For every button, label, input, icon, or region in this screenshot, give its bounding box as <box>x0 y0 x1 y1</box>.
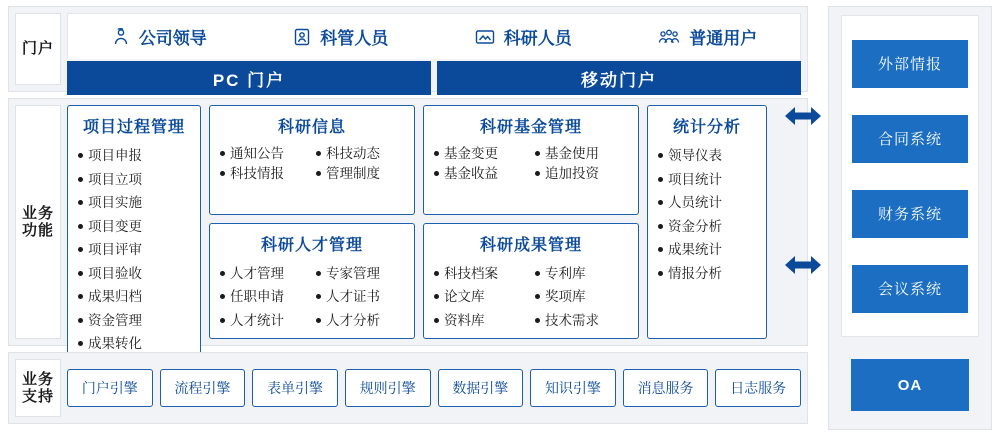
card-statistics-items <box>654 144 760 285</box>
manager-icon <box>292 27 312 47</box>
list-item-label: 人才统计 <box>230 312 284 328</box>
portal-band <box>8 6 808 92</box>
portal-band-label-text: 门户 <box>21 40 54 58</box>
card-talent-management-title: 科研人才管理 <box>260 236 363 254</box>
bullet-icon <box>220 271 225 276</box>
list-item[interactable] <box>312 144 408 164</box>
bullet-icon <box>658 247 663 252</box>
role-leader[interactable] <box>111 24 207 49</box>
list-item[interactable] <box>312 309 408 333</box>
list-item-label: 通知公告 <box>230 146 284 161</box>
list-item[interactable] <box>312 164 408 184</box>
list-item[interactable] <box>430 262 531 286</box>
list-item[interactable] <box>312 285 408 309</box>
list-item-label: 任职申请 <box>230 289 284 304</box>
external-systems-column <box>828 6 992 430</box>
list-item[interactable] <box>430 309 531 333</box>
bullet-icon <box>316 318 321 323</box>
card-project-process[interactable] <box>67 105 201 363</box>
support-chip-form-engine[interactable] <box>252 369 338 407</box>
bullet-icon <box>658 271 663 276</box>
portal-tab-mobile-label: 移动门户 <box>581 70 657 90</box>
list-item-label: 追加投资 <box>545 165 599 181</box>
list-item[interactable] <box>531 262 632 286</box>
list-item[interactable] <box>654 262 760 286</box>
list-item-label: 论文库 <box>444 289 485 304</box>
researcher-icon <box>474 27 496 47</box>
card-project-process-items <box>74 144 194 356</box>
list-item-label: 情报分析 <box>668 265 722 281</box>
bidirectional-arrow-icon-top <box>784 104 822 128</box>
external-system-label: 外部情报 <box>877 56 942 73</box>
list-item[interactable] <box>531 285 632 309</box>
support-chip-label: 消息服务 <box>637 380 694 396</box>
card-statistics-title: 统计分析 <box>672 119 741 136</box>
bullet-icon <box>220 171 225 176</box>
list-item-label: 资金管理 <box>88 312 142 328</box>
bullet-icon <box>78 341 83 346</box>
external-system-finance[interactable] <box>852 190 968 238</box>
card-fund-management[interactable] <box>423 105 639 215</box>
list-item-label: 项目统计 <box>668 171 722 187</box>
external-system-label: 合同系统 <box>877 131 942 148</box>
card-fund-management-items <box>430 144 632 183</box>
list-item[interactable] <box>216 309 312 333</box>
list-item[interactable] <box>430 164 531 184</box>
support-chip-label: 知识引擎 <box>544 380 601 396</box>
list-item[interactable] <box>74 262 194 286</box>
list-item[interactable] <box>312 262 408 286</box>
list-item-label: 项目立项 <box>88 171 142 187</box>
portal-band-label <box>15 13 61 85</box>
bullet-icon <box>316 171 321 176</box>
list-item-label: 项目验收 <box>88 265 142 281</box>
function-grid <box>67 105 801 351</box>
bullet-icon <box>78 224 83 229</box>
support-chip-label: 日志服务 <box>730 380 787 396</box>
list-item-label: 科技情报 <box>230 165 284 181</box>
bullet-icon <box>535 318 540 323</box>
list-item-label: 项目申报 <box>88 148 142 163</box>
list-item[interactable] <box>216 164 312 184</box>
list-item[interactable] <box>74 215 194 239</box>
external-system-meeting[interactable] <box>852 265 968 313</box>
function-band <box>8 98 808 351</box>
bullet-icon <box>658 153 663 158</box>
support-chip-portal-engine[interactable] <box>67 369 153 407</box>
bullet-icon <box>535 294 540 299</box>
list-item[interactable] <box>74 285 194 309</box>
list-item-label: 基金使用 <box>545 146 599 161</box>
bullet-icon <box>434 271 439 276</box>
bullet-icon <box>78 271 83 276</box>
list-item[interactable] <box>430 285 531 309</box>
bullet-icon <box>78 318 83 323</box>
card-talent-management-items <box>216 262 408 333</box>
list-item-label: 项目实施 <box>88 195 142 210</box>
bullet-icon <box>78 153 83 158</box>
external-systems-box <box>841 15 979 337</box>
list-item[interactable] <box>531 144 632 164</box>
list-item-label: 成果统计 <box>668 242 722 257</box>
bullet-icon <box>220 318 225 323</box>
external-system-label: 会议系统 <box>877 281 942 298</box>
bullet-icon <box>535 271 540 276</box>
list-item-label: 基金变更 <box>444 146 498 161</box>
list-item[interactable] <box>654 238 760 262</box>
bullet-icon <box>78 247 83 252</box>
card-research-info-items <box>216 144 408 183</box>
list-item[interactable] <box>216 285 312 309</box>
card-achievement-management-title: 科研成果管理 <box>479 236 582 254</box>
portal-tab-mobile[interactable] <box>437 61 801 95</box>
role-manager[interactable] <box>292 24 388 49</box>
card-achievement-management[interactable] <box>423 223 639 340</box>
bullet-icon <box>434 294 439 299</box>
function-column-2 <box>209 105 415 339</box>
list-item[interactable] <box>654 144 760 168</box>
bullet-icon <box>78 177 83 182</box>
bullet-icon <box>535 171 540 176</box>
list-item-label: 基金收益 <box>444 165 498 181</box>
bullet-icon <box>434 318 439 323</box>
role-user-label: 普通用户 <box>689 29 758 48</box>
list-item[interactable] <box>216 262 312 286</box>
leader-icon <box>111 27 131 47</box>
list-item[interactable] <box>74 238 194 262</box>
external-system-oa[interactable] <box>851 359 969 411</box>
support-chip-label: 规则引擎 <box>359 380 416 396</box>
list-item[interactable] <box>74 144 194 168</box>
list-item-label: 专家管理 <box>326 265 380 281</box>
role-user[interactable] <box>657 24 757 49</box>
external-system-contract[interactable] <box>852 115 968 163</box>
support-chip-label: 流程引擎 <box>174 380 231 396</box>
list-item-label: 技术需求 <box>545 312 599 328</box>
list-item-label: 管理制度 <box>326 165 380 181</box>
support-chip-knowledge-engine[interactable] <box>530 369 616 407</box>
function-band-label-text: 业务功能 <box>21 204 54 239</box>
bullet-icon <box>78 294 83 299</box>
list-item[interactable] <box>654 168 760 192</box>
support-chip-label: 数据引擎 <box>452 380 509 396</box>
function-column-3 <box>423 105 639 339</box>
user-group-icon <box>657 27 681 47</box>
support-band-label-text: 业务支持 <box>21 370 54 405</box>
portal-tab-pc[interactable] <box>67 61 431 95</box>
support-chip-process-engine[interactable] <box>160 369 246 407</box>
bullet-icon <box>78 200 83 205</box>
list-item[interactable] <box>531 309 632 333</box>
bullet-icon <box>658 224 663 229</box>
function-column-4 <box>647 105 767 339</box>
list-item-label: 项目评审 <box>88 242 142 257</box>
portal-band-body <box>67 13 801 90</box>
bullet-icon <box>535 151 540 156</box>
list-item[interactable] <box>74 168 194 192</box>
card-talent-management[interactable] <box>209 223 415 340</box>
portal-tab-row <box>67 61 801 95</box>
list-item-label: 专利库 <box>545 265 586 281</box>
support-chip-data-engine[interactable] <box>438 369 524 407</box>
list-item-label: 科技动态 <box>326 146 380 161</box>
list-item-label: 人才管理 <box>230 265 284 281</box>
role-leader-label: 公司领导 <box>138 29 207 48</box>
list-item-label: 资料库 <box>444 312 485 328</box>
portal-tab-pc-label: PC 门户 <box>212 70 286 90</box>
list-item[interactable] <box>654 191 760 215</box>
role-researcher[interactable] <box>474 24 572 49</box>
external-system-label: 财务系统 <box>877 206 942 223</box>
list-item-label: 科技档案 <box>444 265 498 281</box>
function-column-1 <box>67 105 201 351</box>
bullet-icon <box>434 151 439 156</box>
external-system-intelligence[interactable] <box>852 40 968 88</box>
list-item-label: 领导仪表 <box>668 148 722 163</box>
role-manager-label: 科管人员 <box>320 29 389 48</box>
bullet-icon <box>220 294 225 299</box>
external-system-oa-label: OA <box>897 376 923 394</box>
list-item-label: 人才证书 <box>326 289 380 304</box>
bullet-icon <box>658 200 663 205</box>
support-chip-label: 门户引擎 <box>81 380 138 396</box>
support-band-body <box>67 359 801 417</box>
list-item[interactable] <box>531 164 632 184</box>
support-band <box>8 352 808 424</box>
list-item-label: 成果转化 <box>88 336 142 351</box>
support-chip-row <box>67 359 801 417</box>
list-item[interactable] <box>74 191 194 215</box>
card-research-info-title: 科研信息 <box>277 119 346 136</box>
card-fund-management-title: 科研基金管理 <box>479 119 582 136</box>
list-item-label: 资金分析 <box>668 218 722 234</box>
role-researcher-label: 科研人员 <box>503 29 572 48</box>
support-band-label <box>15 359 61 417</box>
bidirectional-arrow-icon-bottom <box>784 253 822 277</box>
list-item[interactable] <box>430 144 531 164</box>
bullet-icon <box>220 151 225 156</box>
left-column <box>8 6 808 430</box>
card-statistics[interactable] <box>647 105 767 339</box>
list-item-label: 奖项库 <box>545 289 586 304</box>
bullet-icon <box>316 151 321 156</box>
list-item-label: 项目变更 <box>88 218 142 234</box>
support-chip-log-service[interactable] <box>715 369 801 407</box>
role-row <box>67 13 801 59</box>
list-item[interactable] <box>654 215 760 239</box>
list-item-label: 人员统计 <box>668 195 722 210</box>
function-band-body <box>67 105 801 351</box>
bullet-icon <box>316 294 321 299</box>
list-item[interactable] <box>216 144 312 164</box>
support-chip-label: 表单引擎 <box>267 380 324 396</box>
list-item[interactable] <box>74 309 194 333</box>
bullet-icon <box>434 171 439 176</box>
bullet-icon <box>316 271 321 276</box>
card-project-process-title: 项目过程管理 <box>82 119 185 136</box>
function-band-label <box>15 105 61 339</box>
bullet-icon <box>658 177 663 182</box>
card-achievement-management-items <box>430 262 632 333</box>
support-chip-rule-engine[interactable] <box>345 369 431 407</box>
card-research-info[interactable] <box>209 105 415 215</box>
support-chip-message-service[interactable] <box>623 369 709 407</box>
list-item-label: 人才分析 <box>326 312 380 328</box>
list-item-label: 成果归档 <box>88 289 142 304</box>
